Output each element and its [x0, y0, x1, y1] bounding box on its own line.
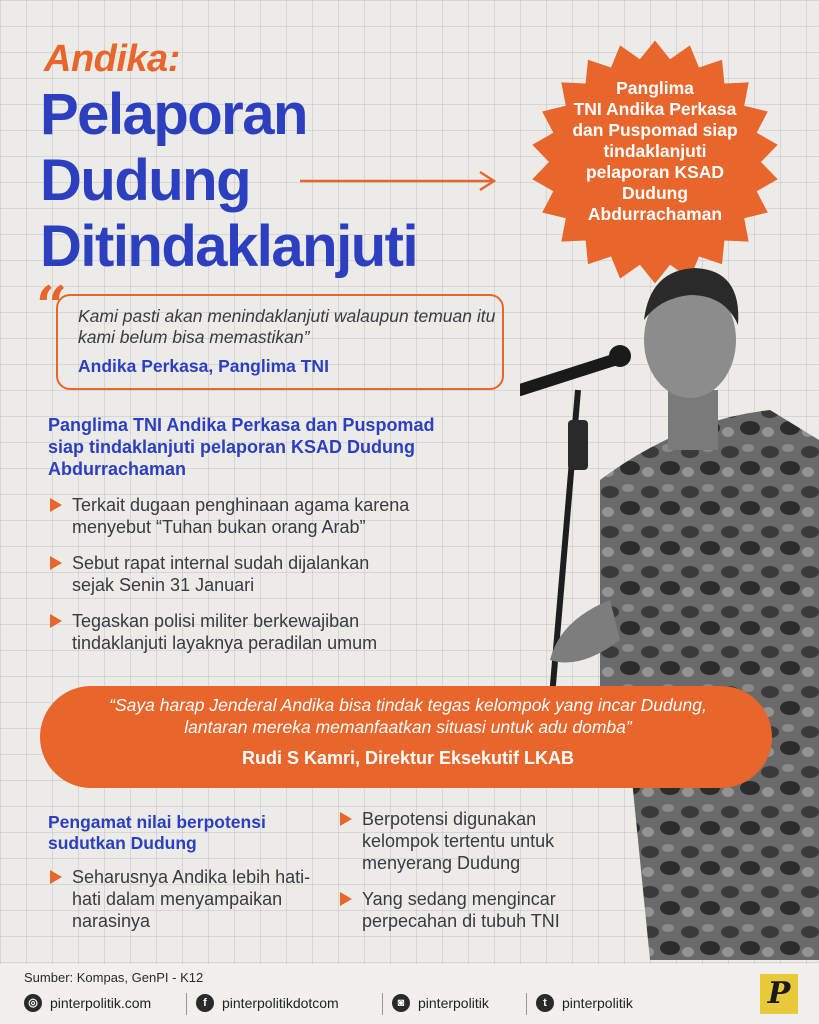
bullet-triangle-icon	[340, 812, 352, 826]
social-label: pinterpolitik.com	[50, 995, 152, 1011]
quote-text: Kami pasti akan menindaklanjuti walaupun temuan itu kami belum bisa memastikan”	[78, 306, 496, 347]
globe-icon: ◎	[24, 994, 42, 1012]
list-item	[50, 610, 450, 654]
section-heading: Panglima TNI Andika Perkasa dan Puspomad siap tindaklanjuti pelaporan KSAD Dudung Abdurrachaman	[48, 415, 435, 479]
burst-line: Dudung	[621, 183, 689, 203]
social-link-twitter[interactable]	[536, 994, 633, 1012]
facebook-icon: f	[196, 994, 214, 1012]
burst-line: dan Puspomad siap	[572, 120, 738, 140]
arrow-right-icon	[300, 170, 500, 192]
bullet-triangle-icon	[340, 892, 352, 906]
quote-author: Andika Perkasa, Panglima TNI	[78, 356, 329, 376]
list-item-text: Terkait dugaan penghinaan agama karena menyebut “Tuhan bukan orang Arab”	[72, 495, 410, 537]
list-item-text: Seharusnya Andika lebih hati-hati dalam menyampaikan narasinya	[72, 867, 311, 931]
bullet-triangle-icon	[50, 870, 62, 884]
bullet-triangle-icon	[50, 614, 62, 628]
list-item	[50, 866, 320, 932]
bullet-triangle-icon	[50, 498, 62, 512]
bullet-triangle-icon	[50, 556, 62, 570]
burst-line: tindaklanjuti	[603, 141, 707, 161]
quote-mark-icon: “	[36, 274, 68, 338]
divider	[382, 993, 383, 1015]
list-item-text: Yang sedang mengincar perpecahan di tubuh TNI	[362, 889, 560, 931]
social-label: pinterpolitik	[418, 995, 489, 1011]
burst-line: TNI Andika Perkasa	[573, 99, 737, 119]
brand-logo: P	[760, 974, 798, 1014]
social-label: pinterpolitik	[562, 995, 633, 1011]
divider	[186, 993, 187, 1015]
social-link-facebook[interactable]	[196, 994, 339, 1012]
source-credit: Sumber: Kompas, GenPI - K12	[24, 970, 204, 985]
social-link-website[interactable]	[24, 994, 151, 1012]
social-label: pinterpolitikdotcom	[222, 995, 339, 1011]
headline-line-3: Ditindaklanjuti	[40, 214, 418, 279]
headline-line-1: Pelaporan	[40, 82, 307, 147]
list-item	[340, 888, 600, 932]
burst-line: pelaporan KSAD	[585, 162, 725, 182]
banner-quote-text: “Saya harap Jenderal Andika bisa tindak tegas kelompok yang incar Dudung, lantaran mereka memanfaatkan situasi untuk adu domba”	[109, 695, 707, 737]
section-heading: Pengamat nilai berpotensi sudutkan Dudung	[48, 812, 266, 853]
instagram-icon: ◙	[392, 994, 410, 1012]
list-item	[50, 494, 480, 538]
headline-line-2: Dudung	[40, 148, 251, 213]
list-item-text: Berpotensi digunakan kelompok tertentu untuk menyerang Dudung	[362, 809, 555, 873]
list-item-text: Tegaskan polisi militer berkewajiban tindaklanjuti layaknya peradilan umum	[72, 611, 378, 653]
banner-quote-author: Rudi S Kamri, Direktur Eksekutif LKAB	[241, 748, 575, 768]
social-link-instagram[interactable]	[392, 994, 489, 1012]
list-item	[340, 808, 590, 874]
twitter-icon: t	[536, 994, 554, 1012]
starburst-text	[548, 78, 762, 225]
list-item	[50, 552, 380, 596]
list-item-text: Sebut rapat internal sudah dijalankan sejak Senin 31 Januari	[72, 553, 370, 595]
kicker-title: Andika:	[44, 38, 180, 80]
burst-line: Abdurrachaman	[587, 204, 723, 224]
burst-line: Panglima	[616, 78, 694, 98]
divider	[526, 993, 527, 1015]
